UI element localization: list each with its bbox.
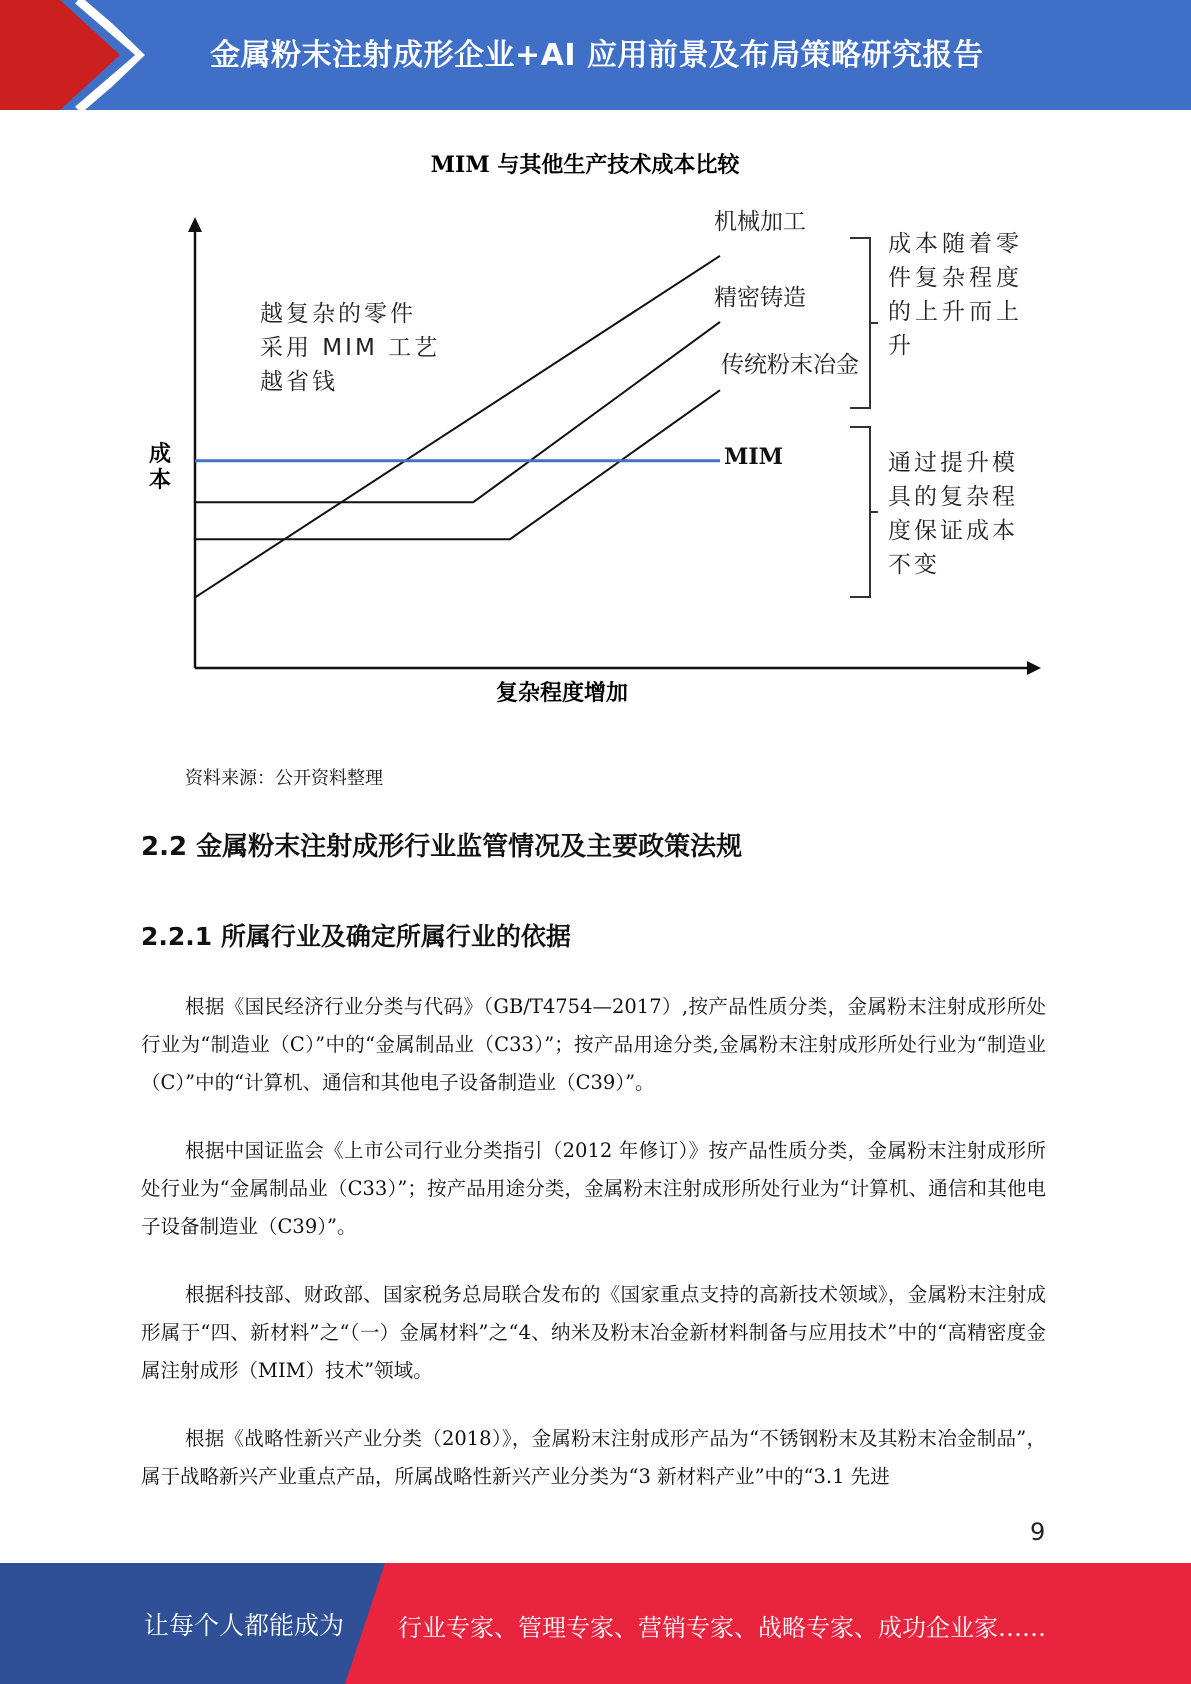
right-note-line: 件复杂程度 bbox=[888, 265, 1023, 291]
right-note-bottom bbox=[888, 450, 1018, 578]
left-note-line: 越省钱 bbox=[260, 369, 338, 395]
page-number: 9 bbox=[1030, 1518, 1046, 1546]
label-mim: MIM bbox=[724, 444, 783, 470]
label-precision-casting: 精密铸造 bbox=[714, 285, 806, 311]
right-note-line: 通过提升模 bbox=[888, 450, 1018, 476]
header-arrow-decoration bbox=[0, 0, 150, 110]
right-note-line: 度保证成本 bbox=[888, 518, 1018, 544]
right-note-line: 的上升而上 bbox=[888, 299, 1023, 325]
footer-slogan-right: 行业专家、管理专家、营销专家、战略专家、成功企业家…… bbox=[398, 1614, 1046, 1642]
right-note-line: 升 bbox=[888, 333, 915, 359]
label-traditional-pm: 传统粉末冶金 bbox=[721, 352, 859, 378]
paragraph: 根据科技部、财政部、国家税务总局联合发布的《国家重点支持的高新技术领域》，金属粉末注射成形属于“四、新材料”之“（一）金属材料”之“4、纳米及粉末冶金新材料制备与应用技术”中的“高精密度金属注射成形（MIM）技术”领域。 bbox=[141, 1283, 1046, 1382]
paragraph: 根据中国证监会《上市公司行业分类指引（2012 年修订）》按产品性质分类，金属粉末注射成形所处行业为“金属制品业（C33）”；按产品用途分类，金属粉末注射成形所处行业为“计算机、通信和其他电子设备制造业（C39）”。 bbox=[141, 1139, 1046, 1238]
paragraph: 根据《战略性新兴产业分类（2018）》，金属粉末注射成形产品为“不锈钢粉末及其粉末冶金制品”，属于战略新兴产业重点产品，所属战略性新兴产业分类为“3 新材料产业”中的“3.1 先进 bbox=[141, 1427, 1046, 1488]
x-axis-label: 复杂程度增加 bbox=[495, 681, 629, 706]
y-axis-label-2: 本 bbox=[148, 468, 172, 493]
footer-banner bbox=[0, 1563, 1191, 1684]
chart-title: MIM 与其他生产技术成本比较 bbox=[430, 152, 740, 178]
footer-slogan-left: 让每个人都能成为 bbox=[144, 1611, 345, 1640]
bracket-top bbox=[850, 238, 870, 408]
section-heading: 2.2 金属粉末注射成形行业监管情况及主要政策法规 bbox=[141, 832, 743, 862]
right-note-top bbox=[888, 231, 1023, 359]
x-axis-arrow bbox=[1027, 661, 1041, 675]
left-note bbox=[260, 301, 440, 395]
y-axis-label-1: 成 bbox=[148, 442, 172, 467]
right-note-line: 不变 bbox=[888, 552, 940, 578]
paragraph: 根据《国民经济行业分类与代码》（GB/T4754—2017）,按产品性质分类，金属粉末注射成形所处行业为“制造业（C）”中的“金属制品业（C33）”；按产品用途分类,金属粉末注射成形所处行业为“制造业（C）”中的“计算机、通信和其他电子设备制造业（C39）”。 bbox=[141, 995, 1046, 1094]
cost-comparison-chart bbox=[130, 140, 1070, 720]
label-machining: 机械加工 bbox=[714, 209, 806, 235]
left-note-line: 采用 MIM 工艺 bbox=[260, 335, 441, 361]
subsection-heading: 2.2.1 所属行业及确定所属行业的依据 bbox=[141, 922, 571, 951]
left-note-line: 越复杂的零件 bbox=[260, 301, 416, 327]
right-note-line: 成本随着零 bbox=[888, 231, 1023, 257]
figure-source: 资料来源：公开资料整理 bbox=[185, 768, 383, 789]
report-title: 金属粉末注射成形企业+AI 应用前景及布局策略研究报告 bbox=[210, 38, 984, 73]
header-banner bbox=[0, 0, 1191, 110]
series-line-3 bbox=[195, 390, 720, 539]
right-note-line: 具的复杂程 bbox=[888, 484, 1018, 510]
bracket-bottom bbox=[850, 427, 870, 597]
y-axis-arrow bbox=[188, 217, 202, 232]
